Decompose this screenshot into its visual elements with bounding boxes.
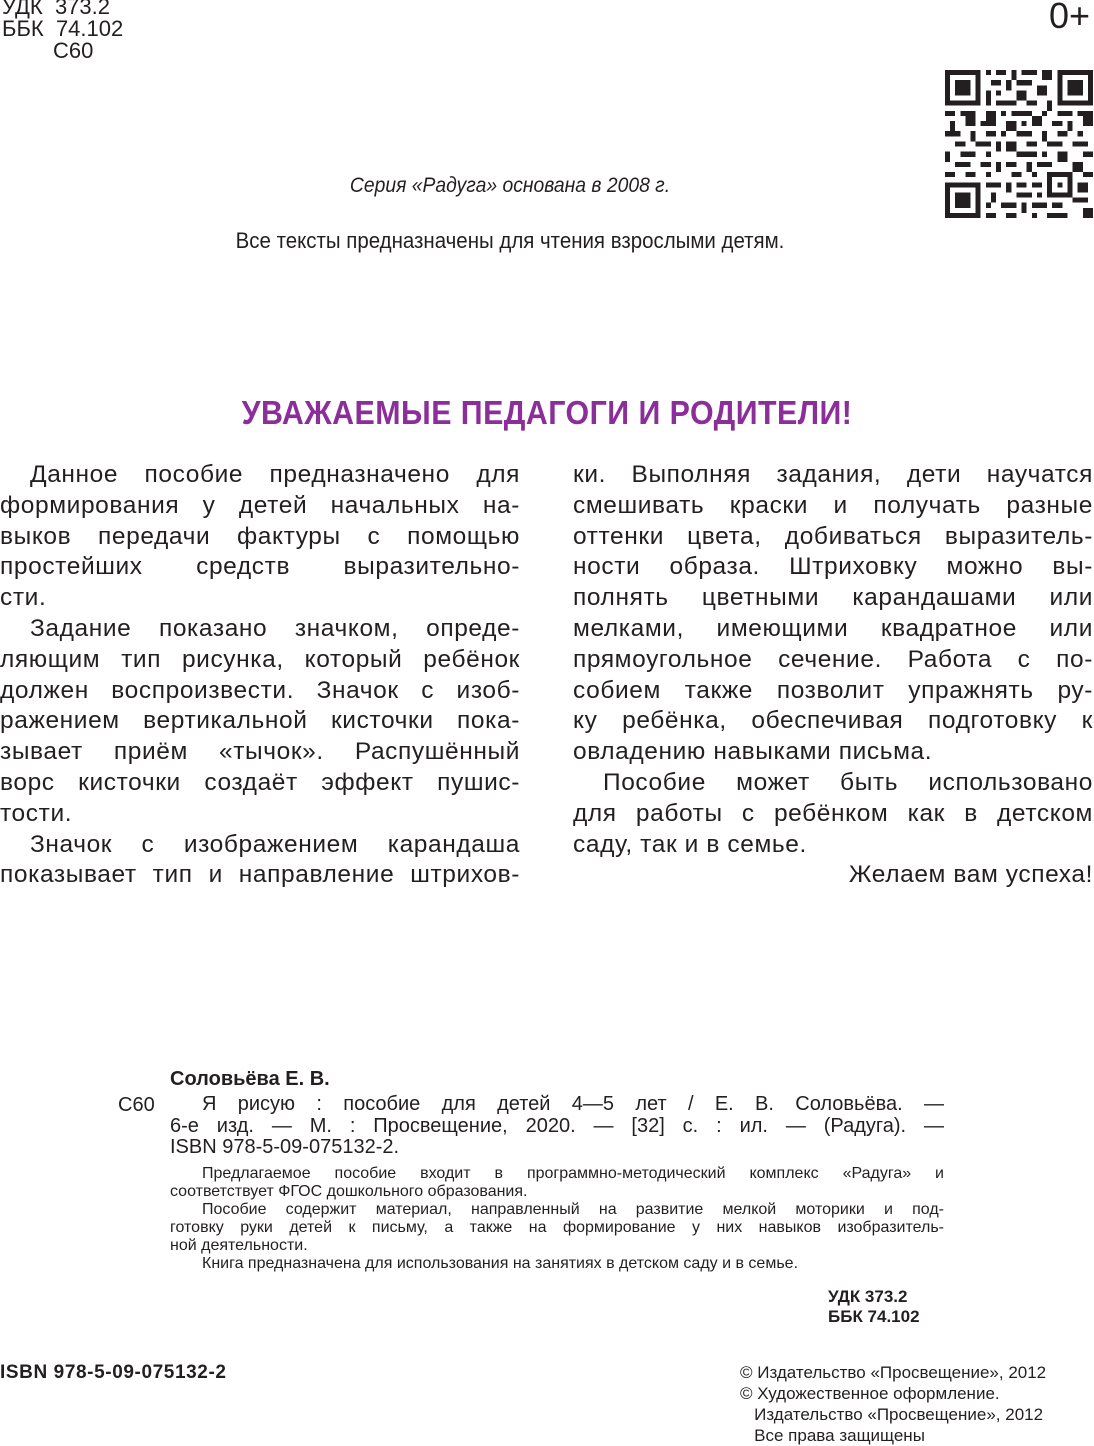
bib-udk: УДК 373.2 bbox=[828, 1287, 908, 1306]
closing-wish: Желаем вам успеха! bbox=[848, 861, 1093, 889]
bib-annotation bbox=[170, 1165, 944, 1273]
text-line: ку ребёнка, обеспечивая подготовку к bbox=[573, 707, 1093, 735]
bib-line: 6-е изд. — М. : Просвещение, 2020. — [32] с. : ил. — (Радуга). — bbox=[170, 1114, 944, 1137]
annotation-line: соответствует ФГОС дошкольного образования. bbox=[170, 1183, 528, 1200]
age-rating: 0+ bbox=[1048, 0, 1090, 36]
text-line: для работы с ребёнком как в детском bbox=[573, 799, 1093, 827]
copyright-line: © Издательство «Просвещение», 2012 bbox=[740, 1363, 1047, 1382]
copyright-line: © Художественное оформление. bbox=[740, 1384, 1000, 1403]
classification-codes bbox=[2, 0, 123, 62]
bib-author: Соловьёва Е. В. bbox=[170, 1068, 330, 1090]
series-note: Серия «Радуга» основана в 2008 г. bbox=[349, 174, 671, 197]
text-line: показывает тип и направление штрихов- bbox=[0, 861, 520, 889]
copyright-line: Издательство «Просвещение», 2012 bbox=[740, 1405, 1044, 1424]
annotation-line: Пособие содержит материал, направленный на развитие мелкой моторики и под- bbox=[202, 1201, 944, 1218]
bib-line: Я рисую : пособие для детей 4—5 лет / Е. В. Соловьёва. — bbox=[202, 1093, 944, 1115]
copyright-block bbox=[740, 1362, 1046, 1446]
text-line: простейших средств выразительно- bbox=[0, 553, 520, 581]
text-line: ворс кисточки создаёт эффект пушис- bbox=[0, 768, 520, 796]
text-line: тости. bbox=[0, 799, 73, 827]
text-line: Значок с изображением карандаша bbox=[30, 830, 520, 858]
bib-cipher: С60 bbox=[118, 1094, 155, 1116]
annotation-line: Предлагаемое пособие входит в программно-методический комплекс «Радуга» и bbox=[202, 1165, 944, 1182]
text-line: мелками, имеющими квадратное или bbox=[573, 614, 1093, 642]
body-column-left bbox=[0, 460, 520, 891]
text-line: оттенки цвета, добиваться выразитель- bbox=[573, 522, 1093, 550]
text-line: Задание показано значком, опреде- bbox=[30, 614, 520, 642]
annotation-line: Книга предназначена для использования на занятиях в детском саду и в семье. bbox=[202, 1255, 799, 1272]
text-line: смешивать краски и получать разные bbox=[573, 491, 1093, 519]
body-column-right bbox=[573, 460, 1093, 891]
text-line: саду, так и в семье. bbox=[573, 830, 807, 858]
author-cipher: С60 bbox=[53, 38, 94, 63]
text-line: сти. bbox=[0, 584, 47, 612]
text-line: Данное пособие предназначено для bbox=[30, 461, 520, 488]
text-line: должен воспроизвести. Значок с изоб- bbox=[0, 676, 520, 704]
bib-line: ISBN 978-5-09-075132-2. bbox=[170, 1136, 400, 1158]
page-title: УВАЖАЕМЫЕ ПЕДАГОГИ И РОДИТЕЛИ! bbox=[241, 394, 853, 431]
text-line: ности образа. Штриховку можно вы- bbox=[573, 553, 1093, 581]
text-line: прямоугольное сечение. Работа с по- bbox=[573, 645, 1093, 673]
text-line: ляющим тип рисунка, который ребёнок bbox=[0, 645, 520, 673]
copyright-line: Все права защищены bbox=[740, 1426, 925, 1445]
annotation-line: готовку руки детей к письму, а также на формирование у них навыков изобразитель- bbox=[170, 1219, 944, 1236]
bib-classification bbox=[828, 1287, 920, 1327]
annotation-line: ной деятельности. bbox=[170, 1237, 308, 1254]
udk-code: УДК 373.2 bbox=[2, 0, 110, 19]
text-line: Пособие может быть использовано bbox=[603, 768, 1093, 796]
text-line: овладению навыками письма. bbox=[573, 738, 933, 766]
text-line: собием также позволит упражнять ру- bbox=[573, 676, 1093, 704]
text-line: выков передачи фактуры с помощью bbox=[0, 522, 520, 550]
bib-bbk: ББК 74.102 bbox=[828, 1307, 920, 1326]
bbk-code: ББК 74.102 bbox=[2, 16, 124, 41]
text-line: ки. Выполняя задания, дети научатся bbox=[573, 461, 1093, 488]
isbn: ISBN 978-5-09-075132-2 bbox=[0, 1362, 227, 1383]
text-line: формирования у детей начальных на- bbox=[0, 491, 520, 519]
text-line: полнять цветными карандашами или bbox=[573, 584, 1093, 612]
text-line: зывает приём «тычок». Распушённый bbox=[0, 738, 520, 766]
text-line: ражением вертикальной кисточки пока- bbox=[0, 707, 520, 735]
reading-note: Все тексты предназначены для чтения взрослыми детям. bbox=[235, 228, 785, 253]
bib-record bbox=[170, 1094, 944, 1159]
